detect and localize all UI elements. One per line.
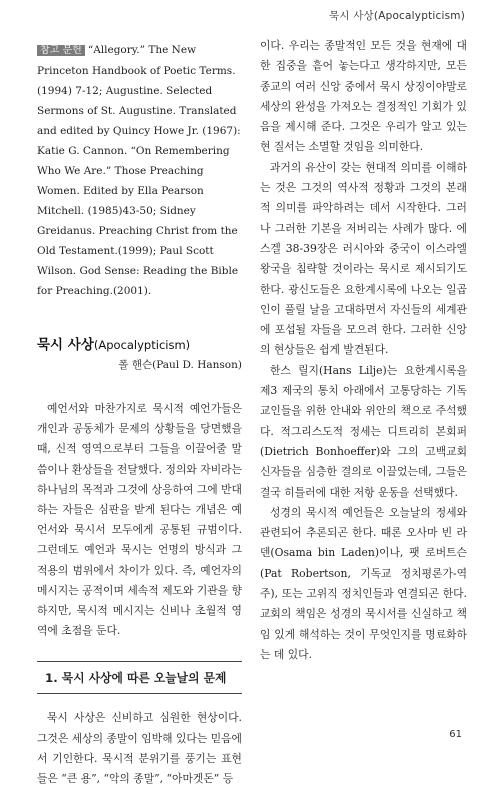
entry-title [37, 333, 242, 353]
body-paragraph: 한스 릴지(Hans Lilje)는 요한계시록을 제3 제국의 통치 아래에서 고통당하는 기독교인들을 위한 안내와 위안의 책으로 주석했다. 적그리스도적 정세는 디트리히 본회퍼(Dietrich Bonhoeffer)와 그의 고백교회 신자들을 심층한 결의로 이끌었는데, 그들은 결국 히틀러에 대한 저항 운동을 선택했다. [260, 363, 467, 499]
section-heading: 1. 묵시 사상에 따른 오늘날의 문제 [37, 661, 242, 694]
body-paragraph: 과거의 유산이 갖는 현대적 의미를 이해하는 것은 그것의 역사적 정황과 그것의 본래적 의미를 파악하려는 데서 시작한다. 그러나 그러한 기본을 저버리는 사례가 많다. 에스겔 38-39장은 러시아와 중국이 이스라엘 왕국을 침략할 것이라는 묵시로 제시되기도 한다. 광신도들은 요한계시록에 나오는 일곱 인이 풀릴 날을 고대하면서 자신들의 세계관에 포섭될 자들을 모으려 한다. 그러한 신앙의 현상들은 쉽게 발견된다. [260, 160, 467, 357]
body-paragraph: 이다. 우리는 종말적인 모든 것을 현재에 대한 집중을 흩어 놓는다고 생각하지만, 모든 종교의 여러 신앙 중에서 묵시 상징이야말로 세상의 완성을 가져오는 결정적인 기회가 있음을 제시해 준다. 그것은 우리가 알고 있는 현 질서는 소멸할 것임을 의미한다. [260, 39, 467, 154]
entry-author: 폴 핸슨(Paul D. Hanson) [118, 359, 242, 371]
right-column [260, 36, 467, 665]
entry-title-main: 묵시 사상 [37, 337, 94, 353]
running-header: 묵시 사상(Apocalypticism) [328, 10, 465, 22]
references-tag: 참고 문헌 [37, 45, 85, 56]
page-number: 61 [449, 729, 462, 740]
references-text: “Allegory.” The New Princeton Handbook of Poetic Terms.(1994) 7-12; Augustine. Selected Sermons of St. Augustine. Translated and edited by Quincy Howe Jr. (1967): Katie G. Cannon. “On Remembering Who We Are.” Those Preaching Women. Edited by Ella Pearson Mitchell. (1985)43-50; Sidney Greidanus. Preaching Christ from the Old Testament.(1999); Paul Scott Wilson. God Sense: Reading the Bible for Preaching.(2001). [37, 44, 241, 297]
body-paragraph: 예언서와 마찬가지로 묵시적 예언가들은 개인과 공동체가 문제의 상황들을 당면했을 때, 신적 영역으로부터 그들을 이끌어줄 말씀이나 환상들을 전달했다. 정의와 자비라는 하나님의 목적과 그것에 상응하여 그에 반대하는 자들은 심판을 받게 된다는 개념은 예언서와 묵시서 모두에게 공통된 규범이다. 그런데도 예언과 묵시는 언명의 방식과 그 적용의 범위에서 차이가 있다. 즉, 예언자의 메시지는 공적이며 세속적 제도와 기관을 향하지만, 묵시적 메시지는 신비나 초월적 영역에 초점을 둔다. [37, 402, 242, 638]
entry-title-paren: (Apocalypticism) [93, 338, 191, 352]
left-column [37, 40, 242, 789]
body-paragraph: 성경의 묵시적 예언들은 오늘날의 정세와 관련되어 추론되곤 한다. 때론 오사마 빈 라덴(Osama bin Laden)이나, 팻 로버트슨(Pat Robertson, 기독교 정치평론가-역주), 또는 고위직 정치인들과 연결되곤 한다. 교회의 책임은 성경의 묵시서를 신실하고 책임 있게 해석하는 것이 무엇인지를 명료화하는 데 있다. [260, 505, 467, 661]
references [37, 40, 242, 301]
body-paragraph: 묵시 사상은 신비하고 심원한 현상이다. 그것은 세상의 종말이 임박해 있다는 믿음에서 기인한다. 묵시적 분위기를 풍기는 표현들은 “큰 용”, “악의 종말”, “아마겟돈” 등 [37, 711, 242, 786]
